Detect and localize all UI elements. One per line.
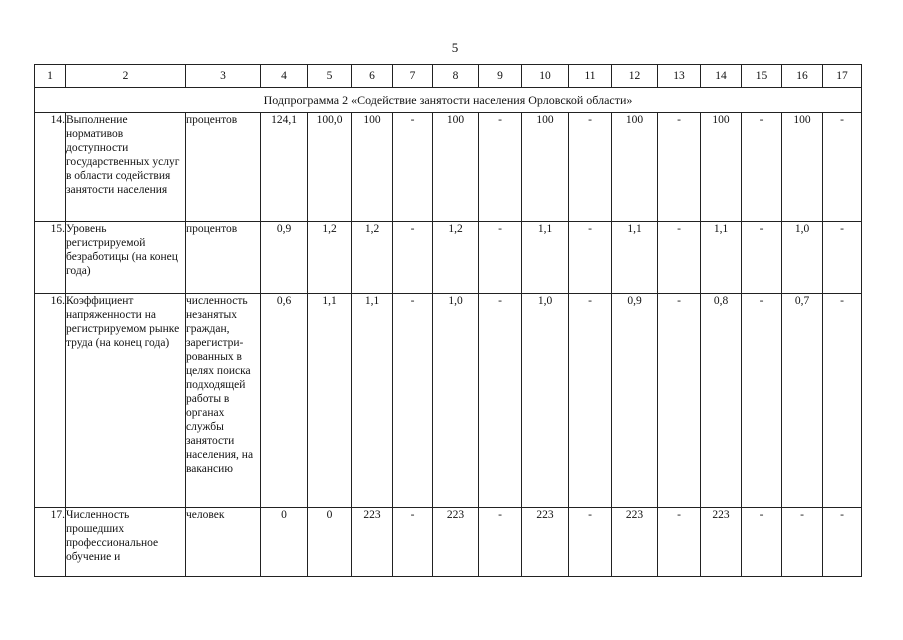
value-cell: - (658, 294, 701, 508)
table-row (35, 113, 862, 222)
column-header: 10 (522, 65, 569, 88)
value-cell: - (569, 113, 612, 222)
value-cell: 1,1 (352, 294, 393, 508)
value-cell: - (742, 508, 782, 577)
indicator-name: Выполнение нормативов доступности государственных услуг в области содействия занятости населения (66, 113, 186, 222)
value-cell: - (823, 294, 862, 508)
value-cell: - (782, 508, 823, 577)
value-cell: - (393, 294, 433, 508)
value-cell: - (479, 222, 522, 294)
column-header: 6 (352, 65, 393, 88)
unit-cell: процентов (186, 113, 261, 222)
value-cell: 223 (701, 508, 742, 577)
value-cell: 1,2 (433, 222, 479, 294)
value-cell: - (569, 222, 612, 294)
value-cell: 0,9 (261, 222, 308, 294)
value-cell: 0 (261, 508, 308, 577)
value-cell: 0,7 (782, 294, 823, 508)
value-cell: - (742, 294, 782, 508)
value-cell: 1,1 (522, 222, 569, 294)
value-cell: 100 (352, 113, 393, 222)
value-cell: 1,2 (308, 222, 352, 294)
column-header: 1 (35, 65, 66, 88)
value-cell: 1,1 (701, 222, 742, 294)
value-cell: 100 (612, 113, 658, 222)
value-cell: 100 (522, 113, 569, 222)
column-header: 7 (393, 65, 433, 88)
row-index: 16. (35, 294, 66, 508)
value-cell: 100 (782, 113, 823, 222)
value-cell: - (393, 113, 433, 222)
value-cell: - (569, 508, 612, 577)
value-cell: - (479, 508, 522, 577)
column-header: 17 (823, 65, 862, 88)
value-cell: - (658, 508, 701, 577)
value-cell: - (479, 294, 522, 508)
value-cell: 1,1 (612, 222, 658, 294)
column-header: 4 (261, 65, 308, 88)
value-cell: - (479, 113, 522, 222)
table-row (35, 222, 862, 294)
value-cell: 100 (433, 113, 479, 222)
value-cell: 100 (701, 113, 742, 222)
value-cell: 223 (352, 508, 393, 577)
subprogram-title: Подпрограмма 2 «Содействие занятости населения Орловской области» (35, 88, 862, 113)
value-cell: 223 (522, 508, 569, 577)
value-cell: - (823, 508, 862, 577)
value-cell: - (823, 113, 862, 222)
column-header: 8 (433, 65, 479, 88)
value-cell: 223 (612, 508, 658, 577)
indicator-name: Численность прошедших профессиональное обучение и (66, 508, 186, 577)
value-cell: - (393, 508, 433, 577)
column-header: 16 (782, 65, 823, 88)
column-header: 5 (308, 65, 352, 88)
column-header: 11 (569, 65, 612, 88)
row-index: 17. (35, 508, 66, 577)
row-index: 14. (35, 113, 66, 222)
unit-cell: численность незанятых граждан, зарегистри-рованных в целях поиска подходящей работы в органах службы занятости населения, на вакансию (186, 294, 261, 508)
table-row (35, 294, 862, 508)
column-header: 15 (742, 65, 782, 88)
column-header: 2 (66, 65, 186, 88)
value-cell: - (742, 222, 782, 294)
value-cell: - (393, 222, 433, 294)
column-header: 14 (701, 65, 742, 88)
page-number: 5 (451, 40, 459, 55)
value-cell: 1,0 (522, 294, 569, 508)
value-cell: - (569, 294, 612, 508)
value-cell: - (742, 113, 782, 222)
value-cell: - (658, 113, 701, 222)
value-cell: 223 (433, 508, 479, 577)
value-cell: 1,2 (352, 222, 393, 294)
table-row (35, 508, 862, 577)
indicators-table (34, 64, 862, 577)
value-cell: 100,0 (308, 113, 352, 222)
unit-cell: процентов (186, 222, 261, 294)
value-cell: 1,0 (782, 222, 823, 294)
value-cell: - (658, 222, 701, 294)
subprogram-row (35, 88, 862, 113)
value-cell: 1,1 (308, 294, 352, 508)
header-row (35, 65, 862, 88)
column-header: 12 (612, 65, 658, 88)
column-header: 13 (658, 65, 701, 88)
value-cell: 0,6 (261, 294, 308, 508)
value-cell: 1,0 (433, 294, 479, 508)
column-header: 9 (479, 65, 522, 88)
value-cell: 0 (308, 508, 352, 577)
unit-cell: человек (186, 508, 261, 577)
column-header: 3 (186, 65, 261, 88)
indicator-name: Уровень регистрируемой безработицы (на конец года) (66, 222, 186, 294)
value-cell: 0,9 (612, 294, 658, 508)
value-cell: 124,1 (261, 113, 308, 222)
value-cell: 0,8 (701, 294, 742, 508)
indicator-name: Коэффициент напряженности на регистрируемом рынке труда (на конец года) (66, 294, 186, 508)
value-cell: - (823, 222, 862, 294)
row-index: 15. (35, 222, 66, 294)
